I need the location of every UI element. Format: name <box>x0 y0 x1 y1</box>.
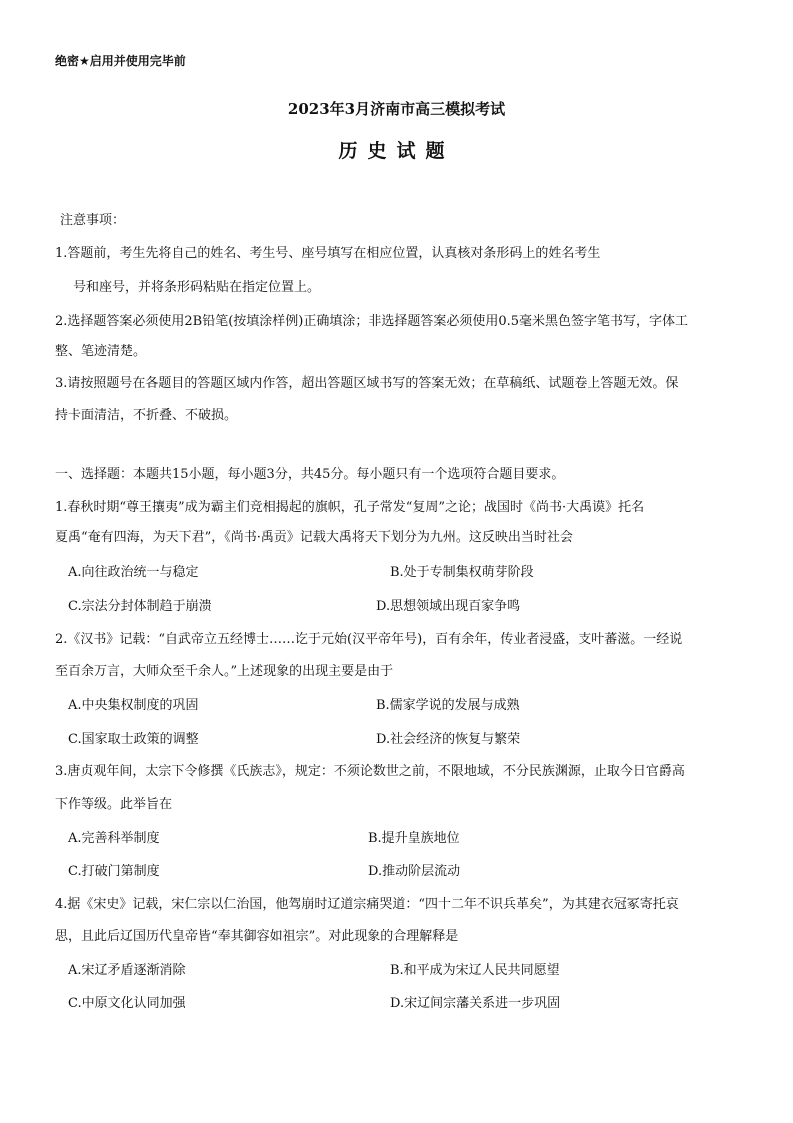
question-3-stem: 下作等级。此举旨在 <box>55 797 173 812</box>
question-4-stem: 思，且此后辽国历代皇帝皆“奉其御容如祖宗”。对此现象的合理解释是 <box>55 929 459 944</box>
question-3-option-b[interactable]: B.提升皇族地位 <box>368 831 460 846</box>
question-2-option-b[interactable]: B.儒家学说的发展与成熟 <box>376 698 520 713</box>
question-4-stem: 4.据《宋史》记载，宋仁宗以仁治国，他驾崩时辽道宗痛哭道：“四十二年不识兵革矣”，为其建衣冠冢寄托哀 <box>55 897 679 912</box>
question-4-option-d[interactable]: D.宋辽间宗藩关系进一步巩固 <box>390 996 561 1011</box>
note-line: 持卡面清洁，不折叠、不破损。 <box>55 408 238 423</box>
question-2-stem: 2.《汉书》记载：“自武帝立五经博士……讫于元始(汉平帝年号)，百有余年，传业者浸盛，支叶蕃滋。一经说 <box>55 632 683 647</box>
secret-label: 绝密★启用并使用完毕前 <box>55 54 186 68</box>
question-4-option-b[interactable]: B.和平成为宋辽人民共同愿望 <box>390 963 560 978</box>
note-line: 1.答题前，考生先将自己的姓名、考生号、座号填写在相应位置，认真核对条形码上的姓名考生 <box>55 246 601 261</box>
question-2-option-c[interactable]: C.国家取士政策的调整 <box>68 732 199 747</box>
question-3-stem: 3.唐贞观年间，太宗下令修撰《氏族志》，规定：不须论数世之前，不限地域，不分民族渊源，止取今日官爵高 <box>55 764 685 779</box>
exam-title: 2023年3月济南市高三模拟考试 <box>287 100 506 118</box>
question-1-option-d[interactable]: D.思想领域出现百家争鸣 <box>376 599 521 614</box>
subject-title: 历史试题 <box>338 140 455 162</box>
question-3-option-a[interactable]: A.完善科举制度 <box>68 831 160 846</box>
question-2-option-d[interactable]: D.社会经济的恢复与繁荣 <box>376 732 521 747</box>
question-2-option-a[interactable]: A.中央集权制度的巩固 <box>68 698 199 713</box>
question-1-stem: 1.春秋时期“尊王攘夷”成为霸主们竞相揭起的旗帜，孔子常发“复周”之论；战国时《尚书·大禹谟》托名 <box>55 500 645 515</box>
question-3-option-c[interactable]: C.打破门第制度 <box>68 864 160 879</box>
note-line: 号和座号，并将条形码粘贴在指定位置上。 <box>73 280 321 295</box>
question-4-option-a[interactable]: A.宋辽矛盾逐渐消除 <box>68 963 186 978</box>
question-2-stem: 至百余万言，大师众至千余人。”上述现象的出现主要是由于 <box>55 664 394 679</box>
notes-heading: 注意事项： <box>60 213 126 228</box>
question-1-stem: 夏禹“奄有四海，为天下君”，《尚书·禹贡》记载大禹将天下划分为九州。这反映出当时社会 <box>55 530 573 545</box>
question-3-option-d[interactable]: D.推动阶层流动 <box>368 864 461 879</box>
question-1-option-b[interactable]: B.处于专制集权萌芽阶段 <box>390 565 534 580</box>
note-line: 3.请按照题号在各题目的答题区域内作答，超出答题区域书写的答案无效；在草稿纸、试题卷上答题无效。保 <box>55 376 679 391</box>
question-4-option-c[interactable]: C.中原文化认同加强 <box>68 996 186 1011</box>
section-heading: 一、选择题：本题共15小题，每小题3分，共45分。每小题只有一个选项符合题目要求。 <box>55 467 565 482</box>
note-line: 整、笔迹清楚。 <box>55 344 147 359</box>
question-1-option-c[interactable]: C.宗法分封体制趋于崩溃 <box>68 599 212 614</box>
note-line: 2.选择题答案必须使用2B铅笔(按填涂样例)正确填涂；非选择题答案必须使用0.5毫米黑色签字笔书写，字体工 <box>55 314 689 329</box>
question-1-option-a[interactable]: A.向往政治统一与稳定 <box>68 565 199 580</box>
